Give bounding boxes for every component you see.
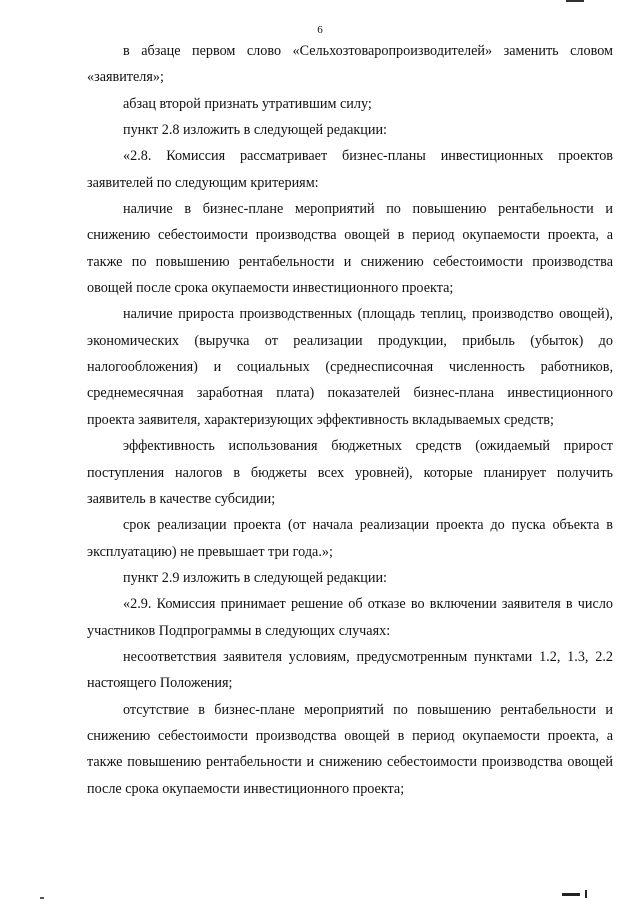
paragraph-9: пункт 2.9 изложить в следующей редакции: — [123, 569, 387, 586]
paragraph-10: «2.9. Комиссия принимает решение об отказе во включении заявителя в число участников Подпрограммы в следующих случаях: — [87, 596, 613, 639]
scan-mark-bottom-right-tick — [585, 890, 587, 898]
page-number: 6 — [317, 24, 323, 36]
paragraph-4: «2.8. Комиссия рассматривает бизнес-планы инвестиционных проектов заявителей по следующим критериям: — [87, 148, 613, 191]
paragraph-5: наличие в бизнес-плане мероприятий по повышению рентабельности и снижению себестоимости производства овощей в период окупаемости проекта, а также по повышению рентабельности и снижению себестоимости производства овощей после срока окупаемости инвестиционного проекта; — [87, 201, 613, 297]
paragraph-2: абзац второй признать утратившим силу; — [123, 95, 372, 112]
scan-mark-bottom-right — [562, 893, 580, 896]
document-body — [87, 38, 613, 802]
paragraph-6: наличие прироста производственных (площадь теплиц, производство овощей), экономических (выручка от реализации продукции, прибыль (убыток) до налогообложения) и социальных (среднесписочная численность работников, среднемесячная заработная плата) показателей бизнес-плана инвестиционного проекта заявителя, характеризующих эффективность вкладываемых средств; — [87, 306, 613, 428]
scan-mark-top — [566, 0, 584, 2]
paragraph-11: несоответствия заявителя условиям, предусмотренным пунктами 1.2, 1.3, 2.2 настоящего Положения; — [87, 648, 613, 692]
paragraph-7: эффективность использования бюджетных средств (ожидаемый прирост поступления налогов в бюджеты всех уровней), которые планирует получить заявитель в качестве субсидии; — [87, 438, 613, 507]
paragraph-1: в абзаце первом слово «Сельхозтоваропроизводителей» заменить словом «заявителя»; — [87, 43, 613, 86]
paragraph-3: пункт 2.8 изложить в следующей редакции: — [123, 122, 387, 139]
paragraph-8: срок реализации проекта (от начала реализации проекта до пуска объекта в эксплуатацию) не превышает три года.»; — [87, 517, 613, 560]
paragraph-12: отсутствие в бизнес-плане мероприятий по повышению рентабельности и снижению себестоимости производства овощей в период окупаемости проекта, а также повышению рентабельности и снижению себестоимости производства овощей после срока окупаемости инвестиционного проекта; — [87, 701, 613, 797]
scan-mark-bottom-left — [40, 897, 44, 899]
